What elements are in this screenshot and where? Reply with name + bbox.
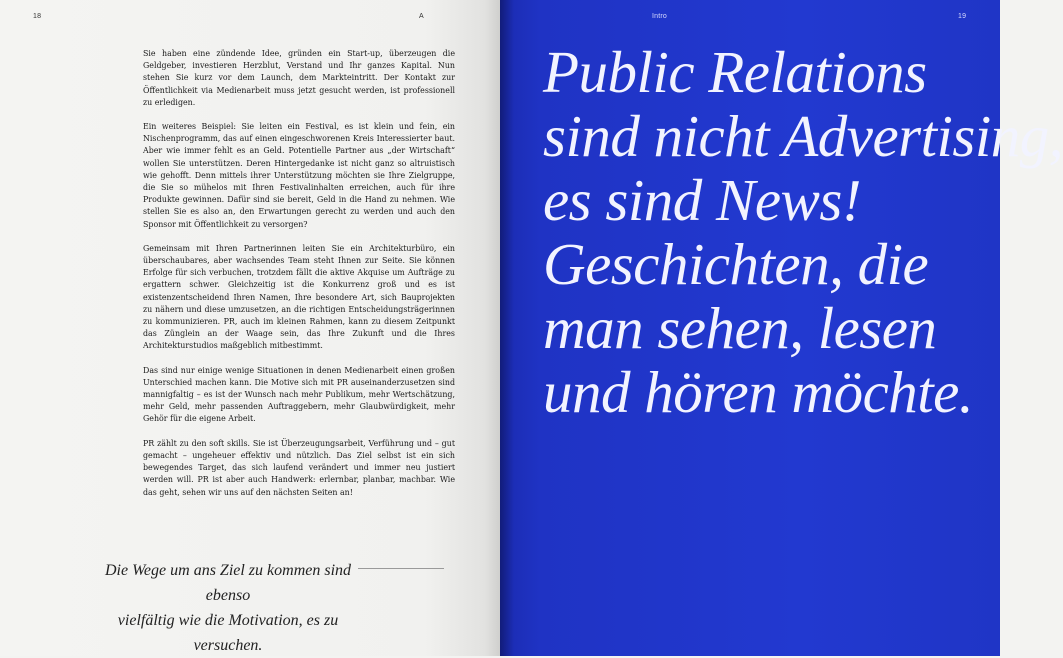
paragraph: Gemeinsam mit Ihren Partnerinnen leiten Sie ein Architekturbüro, ein überschaubares, aber wachsendes Team steht Ihnen zur Seite. Sie können Erfolge für sich verbuchen, trotzdem fällt die aktive Akquise um Aufträge zu ergattern schwer. Gleichzeitig ist die Konkurrenz groß und es ist existenzentscheidend Ihren Namen, Ihre besondere Art, sich Bauprojekten zu nähern und diese umzusetzen, an die richtigen Entscheidungsträgerinnen zu kommunizieren. PR, auch im kleinen Rahmen, kann zu diesem Zeitpunkt das Zünglein an der Waage sein, das Ihre Zukunft und die Ihres Architekturstudios maßgeblich mitbestimmt. xyxy=(143,243,455,351)
headline xyxy=(543,39,1063,425)
paragraph: Ein weiteres Beispiel: Sie leiten ein Festival, es ist klein und fein, ein Nischenprogramm, das auf einen eingeschworenen Kreis Interessierter baut. Aber wie immer fehlt es an Geld. Potentielle Partner aus „der Wirtschaft“ wollen Sie unterstützen. Deren Hintergedanke ist nicht ganz so altruistisch wie gehofft. Denn mittels ihrer Unterstützung möchten sie Ihre Zielgruppe, die Sie so mühelos mit Ihren Festivalinhalten erreichen, auch für ihre Produkte gewinnen. Dafür sind sie bereit, Geld in die Hand zu nehmen. Wie stellen Sie es also an, den Erwartungen gerecht zu werden und auch den Sponsor mit Öffentlichkeit zu versorgen? xyxy=(143,122,455,229)
pull-quote-caption xyxy=(93,558,363,658)
running-head-left: A xyxy=(419,13,424,20)
left-page xyxy=(0,0,500,656)
running-head-right: Intro xyxy=(652,13,668,20)
headline-line: sind nicht Advertising, xyxy=(543,103,1063,169)
paragraph: Sie haben eine zündende Idee, gründen ein Start-up, überzeugen die Geldgeber, investieren Herzblut, Verstand und Ihr ganzes Kapital. Nun stehen Sie kurz vor dem Launch, dem Markteintritt. Der Kontakt zur Öffentlichkeit via Medienarbeit muss jetzt gesucht werden, ist professionell zu erledigen. xyxy=(143,49,455,107)
page-number-left: 18 xyxy=(33,13,42,20)
page-number-right: 19 xyxy=(958,13,967,20)
paragraph: PR zählt zu den soft skills. Sie ist Überzeugungsarbeit, Verführung und – gut gemacht – ungeheuer effektiv und nützlich. Das Ziel selbst ist ein sich bewegendes Target, das sich laufend verändert und immer neu justiert werden will. PR ist aber auch Handwerk: erlernbar, planbar, machbar. Wie das geht, sehen wir uns auf den nächsten Seiten an! xyxy=(143,438,455,497)
caption-line: Die Wege um ans Ziel zu kommen sind ebenso xyxy=(104,562,352,604)
caption-line: vielfältig wie die Motivation, es zu versuchen. xyxy=(117,612,339,654)
headline-line: es sind News! xyxy=(543,167,861,233)
headline-line: Geschichten, die xyxy=(543,231,929,297)
headline-line: und hören möchte. xyxy=(543,359,974,425)
headline-line: man sehen, lesen xyxy=(543,295,937,361)
body-text xyxy=(143,48,455,511)
paragraph: Das sind nur einige wenige Situationen in denen Medienarbeit einen großen Unterschied machen kann. Die Motive sich mit PR auseinanderzusetzen sind mannigfaltig – es ist der Wunsch nach mehr Publikum, mehr Wertschätzung, mehr Geld, mehr passenden Auftraggebern, mehr Glaubwürdigkeit, mehr Gehör für die eigene Arbeit. xyxy=(143,365,455,424)
headline-line: Public Relations xyxy=(543,39,927,105)
caption-rule xyxy=(358,568,444,569)
